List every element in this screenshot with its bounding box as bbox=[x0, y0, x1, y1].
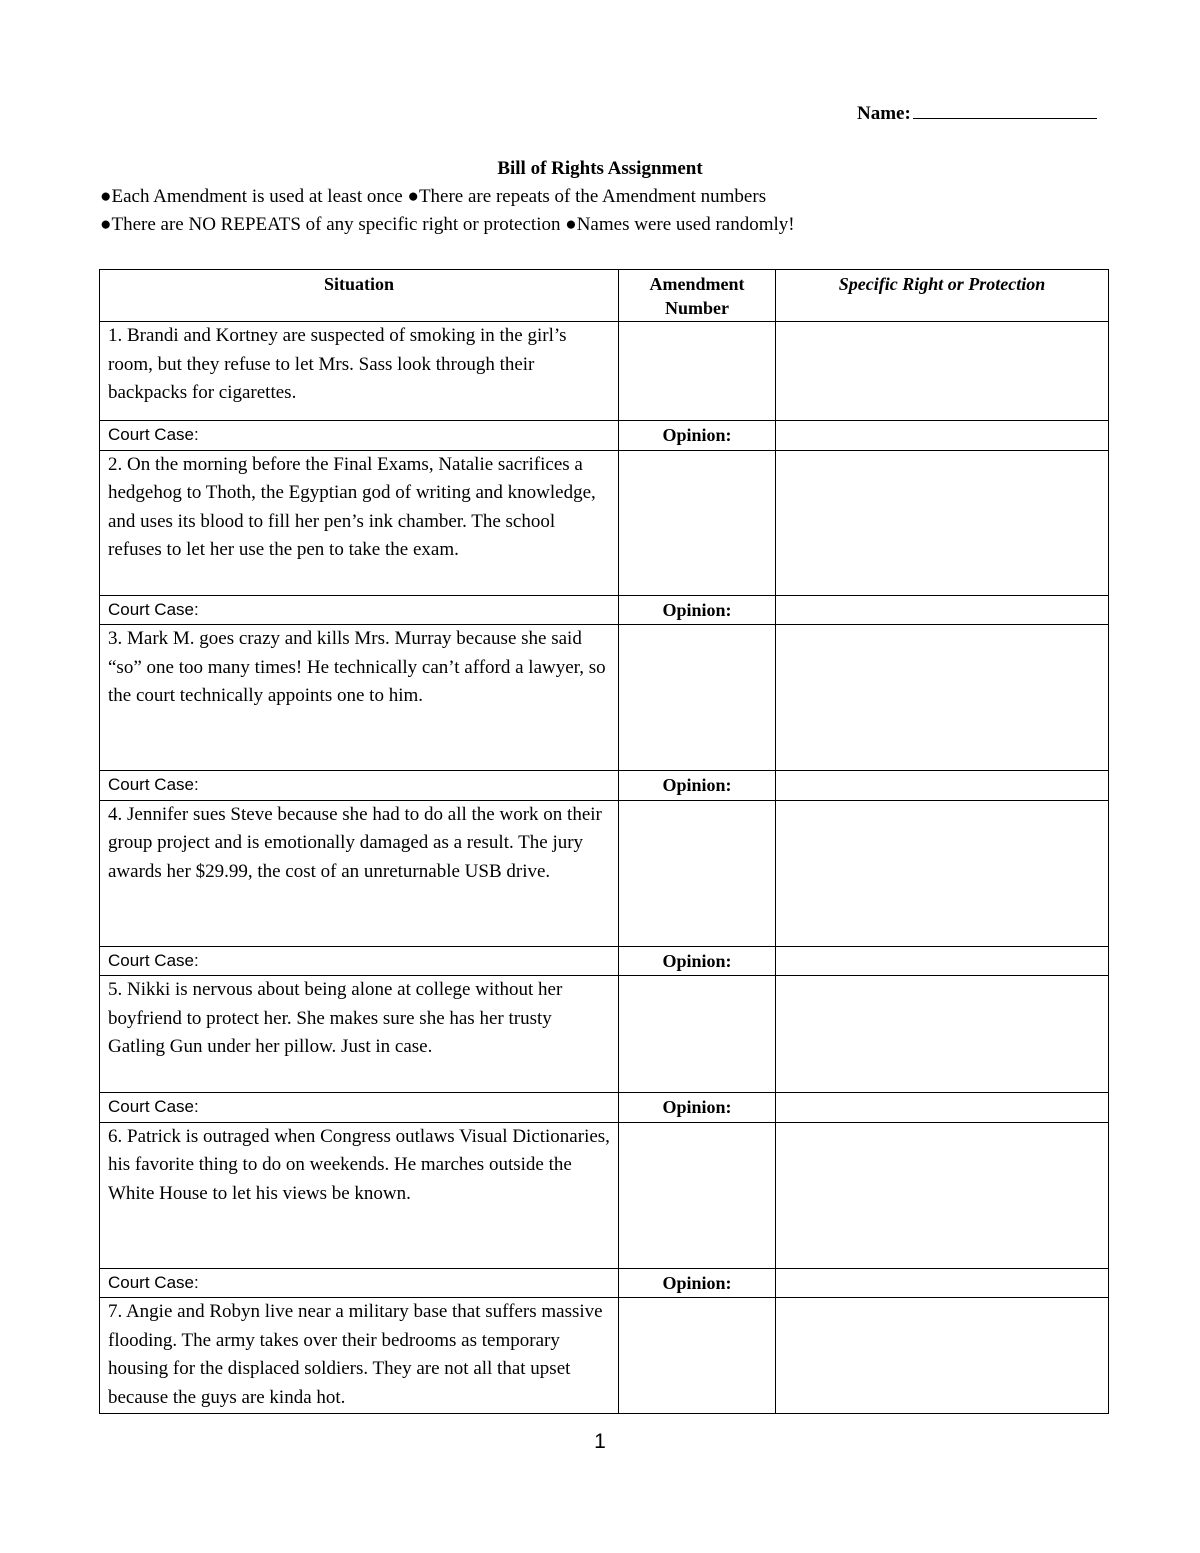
amendment-number-cell[interactable] bbox=[619, 1298, 776, 1414]
instructions-line-2: ●There are NO REPEATS of any specific right or protection ●Names were used randomly! bbox=[100, 214, 795, 235]
court-case-label[interactable]: Court Case: bbox=[100, 1093, 619, 1123]
specific-right-cell[interactable] bbox=[776, 625, 1109, 771]
opinion-label: Opinion: bbox=[619, 595, 776, 625]
situation-text: 7. Angie and Robyn live near a military base that suffers massive flooding. The army takes over their bedrooms as temporary housing for the displaced soldiers. They are not all that upset because the guys are kinda hot. bbox=[100, 1298, 619, 1414]
situation-header: Situation bbox=[100, 270, 619, 322]
name-field bbox=[857, 100, 1097, 125]
specific-right-cell[interactable] bbox=[776, 450, 1109, 595]
specific-right-cell[interactable] bbox=[776, 322, 1109, 421]
situation-text: 4. Jennifer sues Steve because she had to do all the work on their group project and is emotionally damaged as a result. The jury awards her $29.99, the cost of an unreturnable USB drive. bbox=[100, 800, 619, 946]
situation-row bbox=[100, 976, 1109, 1093]
situation-row bbox=[100, 625, 1109, 771]
court-case-row bbox=[100, 595, 1109, 625]
court-case-label[interactable]: Court Case: bbox=[100, 595, 619, 625]
situation-text: 2. On the morning before the Final Exams, Natalie sacrifices a hedgehog to Thoth, the Egyptian god of writing and knowledge, and uses its blood to fill her pen’s ink chamber. The school refuses to let her use the pen to take the exam. bbox=[100, 450, 619, 595]
name-blank-line[interactable] bbox=[913, 100, 1097, 119]
situation-text: 3. Mark M. goes crazy and kills Mrs. Murray because she said “so” one too many times! He technically can’t afford a lawyer, so the court technically appoints one to him. bbox=[100, 625, 619, 771]
court-case-row bbox=[100, 421, 1109, 451]
amendment-number-cell[interactable] bbox=[619, 450, 776, 595]
situation-row bbox=[100, 1298, 1109, 1414]
situation-row bbox=[100, 322, 1109, 421]
specific-right-header: Specific Right or Protection bbox=[776, 270, 1109, 322]
name-label: Name: bbox=[857, 103, 911, 124]
opinion-label: Opinion: bbox=[619, 421, 776, 451]
situation-text: 5. Nikki is nervous about being alone at college without her boyfriend to protect her. She makes sure she has her trusty Gatling Gun under her pillow. Just in case. bbox=[100, 976, 619, 1093]
situation-row bbox=[100, 800, 1109, 946]
page-number: 1 bbox=[594, 1430, 606, 1453]
situation-text: 1. Brandi and Kortney are suspected of smoking in the girl’s room, but they refuse to let Mrs. Sass look through their backpacks for cigarettes. bbox=[100, 322, 619, 421]
situation-row bbox=[100, 450, 1109, 595]
court-case-row bbox=[100, 771, 1109, 801]
amendment-header-line1: Amendment bbox=[649, 274, 745, 294]
opinion-label: Opinion: bbox=[619, 1093, 776, 1123]
amendment-number-cell[interactable] bbox=[619, 322, 776, 421]
court-case-row bbox=[100, 1093, 1109, 1123]
court-case-row bbox=[100, 946, 1109, 976]
amendment-number-header bbox=[619, 270, 776, 322]
table-header-row bbox=[100, 270, 1109, 322]
court-case-label[interactable]: Court Case: bbox=[100, 421, 619, 451]
specific-right-cell[interactable] bbox=[776, 976, 1109, 1093]
instructions-line-1: ●Each Amendment is used at least once ●There are repeats of the Amendment numbers bbox=[100, 186, 767, 207]
situation-row bbox=[100, 1122, 1109, 1268]
opinion-cell[interactable] bbox=[776, 421, 1109, 451]
amendment-number-cell[interactable] bbox=[619, 976, 776, 1093]
worksheet-title: Bill of Rights Assignment bbox=[497, 158, 703, 179]
court-case-row bbox=[100, 1268, 1109, 1298]
opinion-label: Opinion: bbox=[619, 771, 776, 801]
situation-text: 6. Patrick is outraged when Congress outlaws Visual Dictionaries, his favorite thing to do on weekends. He marches outside the White House to let his views be known. bbox=[100, 1122, 619, 1268]
opinion-label: Opinion: bbox=[619, 946, 776, 976]
amendment-header-line2: Number bbox=[665, 298, 729, 318]
bill-of-rights-table bbox=[99, 269, 1109, 1414]
amendment-number-cell[interactable] bbox=[619, 800, 776, 946]
court-case-label[interactable]: Court Case: bbox=[100, 1268, 619, 1298]
specific-right-cell[interactable] bbox=[776, 1298, 1109, 1414]
opinion-cell[interactable] bbox=[776, 1268, 1109, 1298]
amendment-number-cell[interactable] bbox=[619, 1122, 776, 1268]
opinion-cell[interactable] bbox=[776, 595, 1109, 625]
specific-right-cell[interactable] bbox=[776, 800, 1109, 946]
opinion-cell[interactable] bbox=[776, 1093, 1109, 1123]
specific-right-cell[interactable] bbox=[776, 1122, 1109, 1268]
opinion-label: Opinion: bbox=[619, 1268, 776, 1298]
opinion-cell[interactable] bbox=[776, 771, 1109, 801]
court-case-label[interactable]: Court Case: bbox=[100, 946, 619, 976]
amendment-number-cell[interactable] bbox=[619, 625, 776, 771]
court-case-label[interactable]: Court Case: bbox=[100, 771, 619, 801]
opinion-cell[interactable] bbox=[776, 946, 1109, 976]
